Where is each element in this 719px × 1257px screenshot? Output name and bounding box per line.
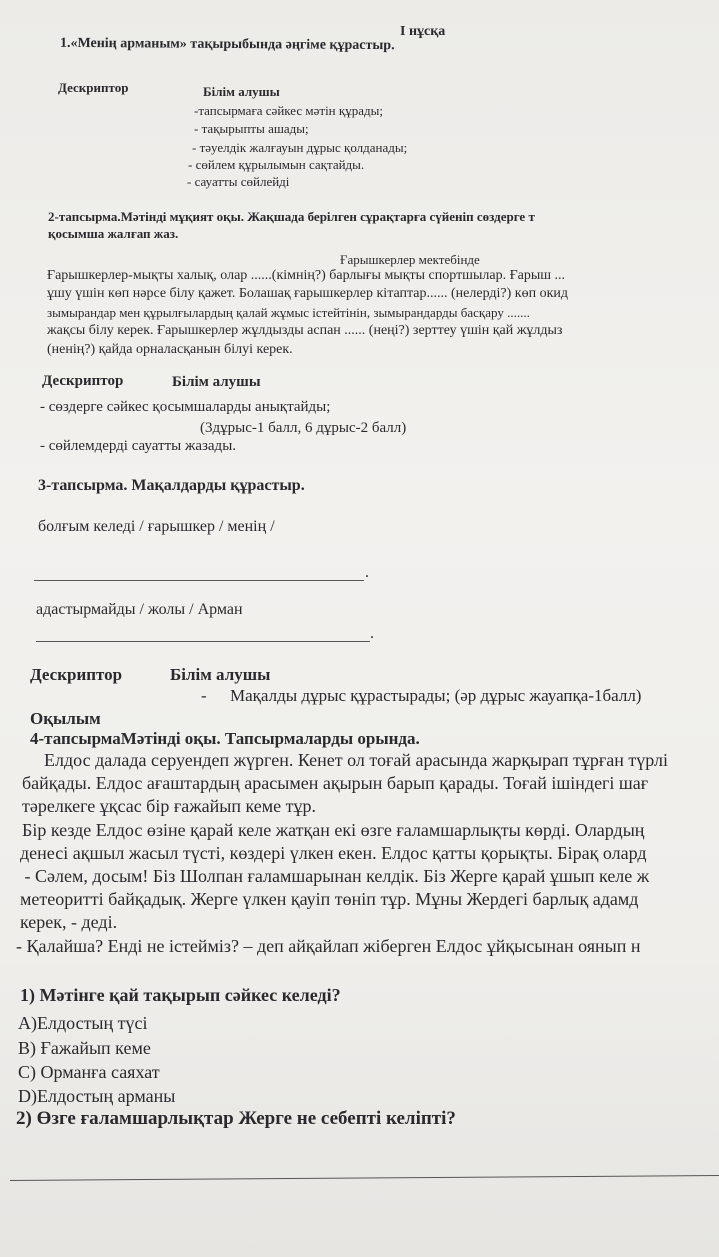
task1-descriptor-label: Дескриптор [58, 80, 129, 95]
task1-item: - тақырыпты ашады; [194, 121, 309, 136]
task2-criterion-score: (3дұрыс-1 балл, 6 дұрыс-2 балл) [200, 420, 407, 436]
reading-heading: Оқылым [30, 709, 101, 728]
task2-text-line: зымырандар мен құрылғылардың қалай жұмыс істейтінін, зымырандарды басқару ....... [47, 305, 530, 320]
task3-title: 3-тапсырма. Мақалдарды құрастыр. [38, 477, 305, 494]
task3-proverb2: адастырмайды / жолы / Арман [36, 601, 243, 618]
reading-text-line: Елдос далада серуендеп жүрген. Кенет ол тоғай арасында жарқырап тұрған түрлі [44, 750, 668, 770]
answer-line [36, 641, 370, 642]
answer-option: В) Ғажайып кеме [18, 1038, 151, 1058]
reading-text-line: Бір кезде Елдос өзіне қарай келе жатқан екі өзге ғаламшарлықты көрді. Олардың [22, 820, 645, 840]
task2-criterion: - сөйлемдерді сауатты жазады. [40, 438, 237, 454]
answer-option: D)Елдостың арманы [18, 1086, 176, 1106]
task4-title: 4-тапсырмаМәтінді оқы. Тапсырмаларды орында. [30, 729, 420, 748]
answer-option: А)Елдостың түсі [18, 1013, 148, 1033]
task2-text-title: Ғарышкерлер мектебінде [340, 252, 480, 267]
task2-text-line: ұшу үшін көп нәрсе білу қажет. Болашақ ғарышкерлер кітаптар...... (нелерді?) көп окид [47, 286, 568, 301]
task2-title-line2: қосымша жалғап жаз. [48, 226, 179, 241]
answer-line [34, 580, 364, 581]
task2-title-line1: 2-тапсырма.Мәтінді мұқият оқы. Жақшада берілген сұрақтарға сүйеніп сөздерге т [48, 209, 535, 224]
task3-descriptor-label: Дескриптор [30, 665, 123, 684]
reading-text-line: метеоритті байқадық. Жерге үлкен қауіп төніп тұр. Мұны Жердегі барлық адамд [20, 889, 639, 909]
task1-item: - сөйлем құрылымын сақтайды. [188, 157, 365, 172]
reading-text-line: - Қалайша? Енді не істейміз? – деп айқайлап жіберген Елдос ұйқысынан оянып н [16, 936, 641, 956]
answer-option: С) Орманға саяхат [18, 1062, 160, 1082]
task2-criterion: - сөздерге сәйкес қосымшаларды анықтайды; [40, 399, 331, 415]
reading-text-line: - Сәлем, досым! Біз Шолпан ғаламшарынан келдік. Біз Жерге қарай ұшып келе ж [20, 866, 650, 886]
task2-text-line: Ғарышкерлер-мықты халық, олар ......(кімнің?) барлығы мықты спортшылар. Ғарыш ... [47, 268, 566, 283]
variant-label: І нұсқа [400, 24, 446, 39]
reading-text-line: тәрелкеге ұқсас бір ғажайып кеме тұр. [22, 796, 317, 816]
task1-item: - сауатты сөйлейді [187, 174, 290, 189]
task2-learner-label: Білім алушы [172, 374, 261, 390]
answer-line [10, 1175, 719, 1181]
question-1: 1) Мәтінге қай тақырып сәйкес келеді? [20, 985, 341, 1005]
answer-line-end: . [370, 625, 374, 642]
task2-text-line: (ненің?) қайда орналасқанын білуі керек. [47, 342, 293, 357]
task2-descriptor-label: Дескриптор [42, 373, 124, 389]
answer-line-end: . [365, 564, 369, 581]
task3-learner-label: Білім алушы [170, 665, 271, 684]
task1-learner-label: Білім алушы [203, 84, 280, 99]
task3-proverb1: болғым келеді / ғарышкер / менің / [38, 518, 275, 535]
question-2: 2) Өзге ғаламшарлықтар Жерге не себепті келіпті? [16, 1108, 456, 1129]
reading-text-line: керек, - деді. [20, 912, 118, 932]
task3-criterion: Мақалды дұрыс құрастырады; (әр дұрыс жауапқа-1балл) [230, 686, 642, 705]
task1-title: 1.«Менің арманым» тақырыбында әңгіме құрастыр. [59, 35, 395, 54]
task1-item: - тәуелдік жалғауын дұрыс қолданады; [192, 140, 408, 155]
task1-item: -тапсырмаға сәйкес мәтін құрады; [194, 103, 383, 118]
reading-text-line: байқады. Елдос ағаштардың арасымен ақырын барып қарады. Тоғай ішіндегі шағ [22, 773, 649, 793]
task3-criterion-dash: - [201, 686, 207, 705]
reading-text-line: денесі ақшыл жасыл түсті, көздері үлкен екен. Елдос қатты қорықты. Бірақ олард [20, 843, 647, 863]
task2-text-line: жақсы білу керек. Ғарышкерлер жұлдызды аспан ...... (неңі?) зерттеу үшін қай жұлдыз [47, 323, 563, 338]
